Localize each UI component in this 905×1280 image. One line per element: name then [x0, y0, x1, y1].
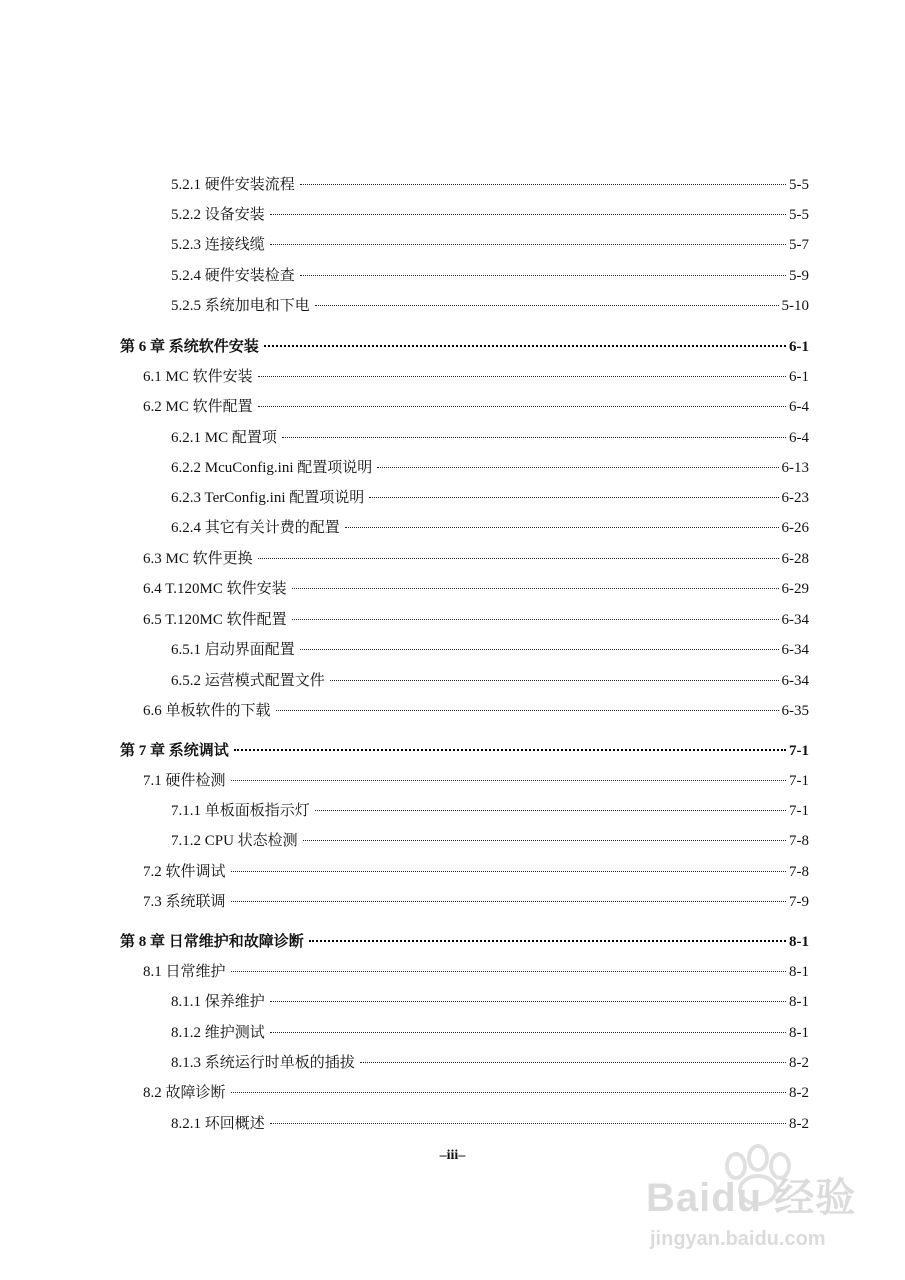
toc-entry	[171, 267, 809, 285]
dot-leader	[300, 649, 779, 650]
toc-entry-label: 6.2.3 TerConfig.ini 配置项说明	[171, 490, 365, 506]
toc-entry-page: 6-1	[789, 369, 809, 385]
dot-leader	[270, 1001, 786, 1002]
toc-entry	[171, 1115, 809, 1133]
dot-leader	[231, 871, 786, 872]
toc-entry-label: 5.2.1 硬件安装流程	[171, 177, 295, 193]
toc-entry-page: 6-34	[781, 642, 809, 658]
dot-leader	[231, 1092, 786, 1093]
dot-leader	[234, 749, 786, 751]
toc-entry	[171, 1054, 809, 1072]
toc-entry-page: 5-5	[789, 207, 809, 223]
page-number: –iii–	[439, 1148, 466, 1163]
toc-chapter-page: 8-1	[789, 934, 809, 950]
toc-entry	[171, 236, 809, 254]
toc-entry-label: 7.1 硬件检测	[143, 773, 226, 789]
toc-entry-page: 6-28	[781, 551, 809, 567]
toc-entry-page: 6-34	[781, 673, 809, 689]
dot-leader	[292, 588, 779, 589]
toc-entry-label: 7.1.2 CPU 状态检测	[171, 833, 298, 849]
toc-chapter-label: 第 8 章 日常维护和故障诊断	[120, 934, 304, 950]
dot-leader	[330, 680, 779, 681]
toc-entry-label: 8.1.3 系统运行时单板的插拔	[171, 1055, 355, 1071]
toc-chapter	[120, 933, 809, 951]
toc-chapter-label: 第 6 章 系统软件安装	[120, 339, 259, 355]
toc-entry-label: 7.3 系统联调	[143, 894, 226, 910]
toc-entry-page: 6-26	[781, 520, 809, 536]
toc-entry-label: 8.2 故障诊断	[143, 1085, 226, 1101]
toc-chapter-page: 6-1	[789, 339, 809, 355]
toc-entry	[171, 429, 809, 447]
toc-entry-label: 8.2.1 环回概述	[171, 1116, 265, 1132]
toc-entry-label: 6.2 MC 软件配置	[143, 399, 253, 415]
toc-entry-page: 8-2	[789, 1116, 809, 1132]
toc-entry-page: 5-5	[789, 177, 809, 193]
dot-leader	[303, 840, 786, 841]
toc-entry	[171, 176, 809, 194]
toc-entry-label: 6.3 MC 软件更换	[143, 551, 253, 567]
toc-entry-page: 7-8	[789, 864, 809, 880]
toc-entry-label: 6.4 T.120MC 软件安装	[143, 581, 287, 597]
toc-entry	[143, 702, 809, 720]
toc-entry-label: 7.2 软件调试	[143, 864, 226, 880]
toc-entry	[171, 297, 809, 315]
dot-leader	[258, 406, 786, 407]
toc-entry-page: 8-1	[789, 1025, 809, 1041]
toc-entry-page: 7-9	[789, 894, 809, 910]
toc-entry-page: 5-10	[781, 298, 809, 314]
toc-entry	[143, 611, 809, 629]
toc-entry-page: 6-23	[781, 490, 809, 506]
toc-entry	[143, 398, 809, 416]
toc-entry-page: 8-2	[789, 1085, 809, 1101]
toc-entry-page: 6-4	[789, 430, 809, 446]
toc-entry	[171, 519, 809, 537]
dot-leader	[270, 1123, 786, 1124]
toc-entry-label: 6.5.1 启动界面配置	[171, 642, 295, 658]
watermark-site: jingyan.baidu.com	[650, 1228, 826, 1250]
toc-entry-page: 8-1	[789, 964, 809, 980]
toc-entry	[171, 802, 809, 820]
dot-leader	[270, 214, 786, 215]
toc-entry	[143, 893, 809, 911]
toc-entry-label: 8.1.1 保养维护	[171, 994, 265, 1010]
baidu-watermark	[640, 1140, 880, 1270]
dot-leader	[300, 184, 786, 185]
toc-entry	[171, 672, 809, 690]
dot-leader	[292, 619, 779, 620]
toc-entry-page: 5-7	[789, 237, 809, 253]
dot-leader	[377, 467, 778, 468]
toc-entry	[171, 832, 809, 850]
toc-entry-label: 7.1.1 单板面板指示灯	[171, 803, 310, 819]
toc-entry-page: 6-35	[781, 703, 809, 719]
toc-entry	[171, 641, 809, 659]
toc-entry	[143, 550, 809, 568]
toc-entry	[143, 772, 809, 790]
dot-leader	[270, 1032, 786, 1033]
dot-leader	[258, 558, 779, 559]
toc-chapter-page: 7-1	[789, 743, 809, 759]
toc-entry-page: 6-34	[781, 612, 809, 628]
toc-entry-label: 8.1 日常维护	[143, 964, 226, 980]
dot-leader	[345, 527, 779, 528]
dot-leader	[231, 780, 786, 781]
dot-leader	[282, 437, 786, 438]
dot-leader	[315, 810, 786, 811]
toc-entry-page: 7-1	[789, 803, 809, 819]
dot-leader	[360, 1062, 786, 1063]
toc-entry-page: 7-8	[789, 833, 809, 849]
watermark-brand: Baidu 经验	[646, 1176, 857, 1220]
toc-entry	[143, 1084, 809, 1102]
toc-entry-label: 6.6 单板软件的下载	[143, 703, 271, 719]
toc-entry	[171, 489, 809, 507]
toc-entry-label: 6.2.1 MC 配置项	[171, 430, 277, 446]
dot-leader	[276, 710, 779, 711]
toc-entry-label: 5.2.5 系统加电和下电	[171, 298, 310, 314]
dot-leader	[270, 244, 786, 245]
dot-leader	[258, 376, 786, 377]
dot-leader	[300, 275, 786, 276]
toc-entry	[171, 459, 809, 477]
toc-entry-page: 6-4	[789, 399, 809, 415]
toc-entry-page: 8-2	[789, 1055, 809, 1071]
toc-entry	[143, 963, 809, 981]
toc-entry-label: 5.2.2 设备安装	[171, 207, 265, 223]
toc-chapter-label: 第 7 章 系统调试	[120, 743, 229, 759]
toc-entry	[143, 863, 809, 881]
dot-leader	[315, 305, 779, 306]
toc-entry-label: 5.2.4 硬件安装检查	[171, 268, 295, 284]
toc-entry-page: 6-13	[781, 460, 809, 476]
toc-entry-page: 8-1	[789, 994, 809, 1010]
toc-entry-label: 6.2.4 其它有关计费的配置	[171, 520, 340, 536]
toc-entry-page: 7-1	[789, 773, 809, 789]
toc-entry	[143, 368, 809, 386]
toc-entry-label: 6.5 T.120MC 软件配置	[143, 612, 287, 628]
toc-entry	[143, 580, 809, 598]
toc-entry-label: 8.1.2 维护测试	[171, 1025, 265, 1041]
toc-entry	[171, 206, 809, 224]
dot-leader	[231, 971, 786, 972]
dot-leader	[264, 345, 786, 347]
toc-chapter	[120, 338, 809, 356]
toc-entry-page: 5-9	[789, 268, 809, 284]
toc-entry-label: 5.2.3 连接线缆	[171, 237, 265, 253]
toc-entry	[171, 1024, 809, 1042]
toc-entry-label: 6.2.2 McuConfig.ini 配置项说明	[171, 460, 373, 476]
toc-entry-label: 6.5.2 运营模式配置文件	[171, 673, 325, 689]
toc-entry	[171, 993, 809, 1011]
toc-chapter	[120, 742, 809, 760]
dot-leader	[369, 497, 778, 498]
toc-entry-page: 6-29	[781, 581, 809, 597]
dot-leader	[309, 940, 786, 942]
toc-entry-label: 6.1 MC 软件安装	[143, 369, 253, 385]
dot-leader	[231, 901, 786, 902]
